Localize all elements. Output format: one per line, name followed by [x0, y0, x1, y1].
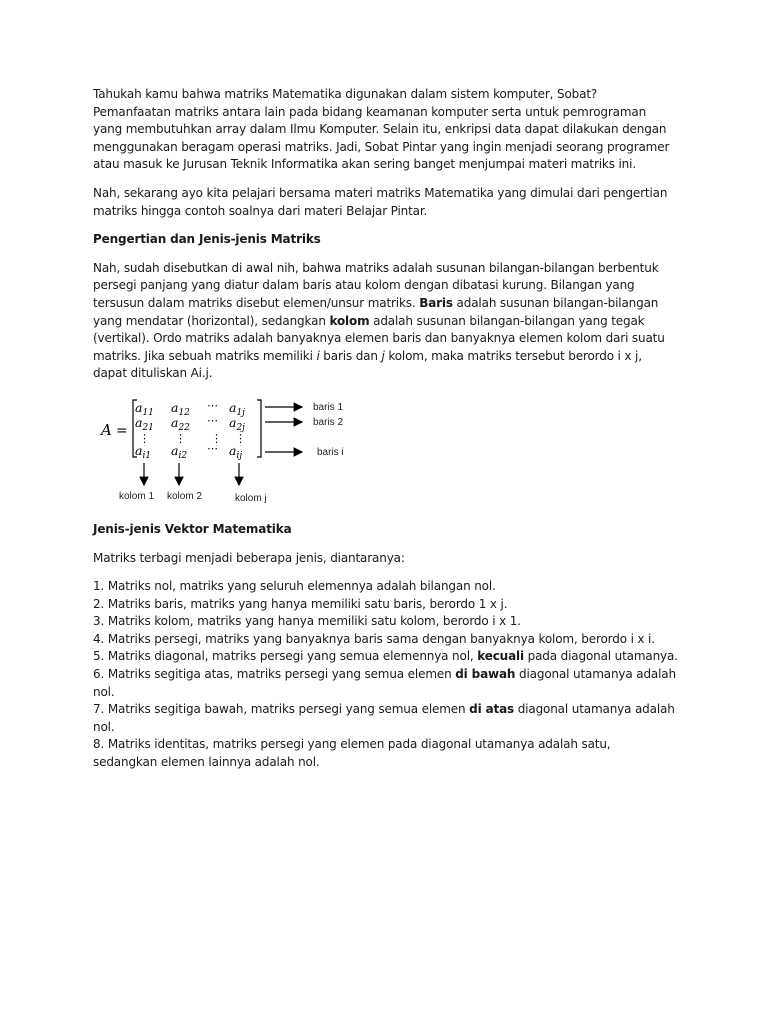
types-intro: Matriks terbagi menjadi beberapa jenis, diantaranya:: [93, 550, 405, 565]
cell-vdots-1: ⋮: [139, 431, 150, 445]
def-italic-i: i: [316, 348, 320, 363]
def-text-5: kolom, maka matriks tersebut berordo i x j, dapat dituliskan Ai.j.: [93, 348, 642, 381]
cell-vdots-3: ⋮: [211, 431, 222, 445]
equals-sign: =: [116, 422, 128, 439]
cell-ai2: $a_{i2}$: [171, 442, 188, 461]
matrix-name: A: [101, 420, 112, 439]
list-bold: di atas: [469, 702, 515, 717]
def-text-4: baris dan: [319, 348, 382, 363]
def-bold-baris: Baris: [419, 295, 453, 310]
list-bold: kecuali: [477, 649, 524, 664]
list-item: 3. Matriks kolom, matriks yang hanya memiliki satu kolom, berordo i x 1.: [93, 614, 521, 629]
list-item: 4. Matriks persegi, matriks yang banyaknya baris sama dengan banyaknya kolom, berordo i x i.: [93, 631, 655, 646]
def-text-1: Nah, sudah disebutkan di awal nih, bahwa matriks adalah susunan bilangan-bilangan berbentuk persegi panjang yang diatur dalam baris atau kolom dengan dibatasi kurung. Bilangan yang tersusun dalam matriks disebut elemen/unsur matriks.: [93, 260, 659, 310]
col-label-2: kolom 2: [167, 490, 203, 502]
col-label-1: kolom 1: [119, 490, 155, 502]
list-item: 1. Matriks nol, matriks yang seluruh elemennya adalah bilangan nol.: [93, 579, 496, 594]
list-text: pada diagonal utamanya.: [523, 649, 678, 664]
cell-ai1: $a_{i1}$: [135, 442, 152, 461]
heading-jenis-vektor: Jenis-jenis Vektor Matematika: [93, 521, 292, 536]
cell-a1j: $a_{1j}$: [229, 399, 245, 418]
cell-a12: $a_{12}$: [171, 399, 190, 418]
right-bracket: [257, 400, 261, 457]
intro-paragraph: Tahukah kamu bahwa matriks Matematika digunakan dalam sistem komputer, Sobat? Pemanfaatan matriks antara lain pada bidang keamanan komputer serta untuk pemrograman yang membutuhkan array dalam Ilmu Komputer. Selain itu, enkripsi data dapat dilakukan dengan menggunakan beragam operasi matriks. Jadi, Sobat Pintar yang ingin menjadi seorang programer atau masuk ke Jurusan Teknik Informatika akan sering banget menjumpai materi matriks ini.: [93, 87, 670, 172]
def-text-3: adalah susunan bilangan-bilangan yang tegak (vertikal). Ordo matriks adalah banyaknya elemen baris dan banyaknya elemen kolom dari suatu matriks. Jika sebuah matriks memiliki: [93, 313, 665, 363]
cell-dots-r1: ⋯: [207, 398, 218, 412]
cell-a11: $a_{11}$: [135, 399, 154, 418]
def-text-2: adalah susunan bilangan-bilangan yang mendatar (horizontal), sedangkan: [93, 295, 659, 328]
row-label-1: baris 1: [313, 401, 344, 413]
matrix-diagram: [99, 395, 379, 507]
definition-paragraph: [93, 260, 678, 383]
matrix-figure: [99, 395, 379, 507]
cell-vdots-4: ⋮: [235, 431, 246, 445]
list-item: [93, 666, 678, 701]
list-item: 8. Matriks identitas, matriks persegi yang elemen pada diagonal utamanya adalah satu, sedangkan elemen lainnya adalah nol.: [93, 737, 611, 770]
list-bold: di bawah: [455, 667, 516, 682]
cell-vdots-2: ⋮: [175, 431, 186, 445]
matrix-types-list: [93, 578, 678, 772]
list-item: 2. Matriks baris, matriks yang hanya memiliki satu baris, berordo 1 x j.: [93, 596, 508, 611]
row-label-2: baris 2: [313, 416, 344, 428]
list-text: diagonal utamanya adalah nol.: [93, 702, 675, 734]
cell-dots-r4: ⋯: [207, 441, 218, 455]
list-item: [93, 648, 678, 666]
cell-a22: $a_{22}$: [171, 414, 190, 433]
second-paragraph: Nah, sekarang ayo kita pelajari bersama materi matriks Matematika yang dimulai dari pengertian matriks hingga contoh soalnya dari materi Belajar Pintar.: [93, 185, 668, 218]
row-label-i: baris i: [317, 446, 344, 458]
cell-dots-r2: ⋯: [207, 413, 218, 427]
def-bold-kolom: kolom: [329, 313, 370, 328]
col-label-j: kolom j: [235, 492, 267, 504]
list-text: 6. Matriks segitiga atas, matriks persegi yang semua elemen: [93, 667, 456, 682]
cell-a2j: $a_{2j}$: [229, 414, 245, 433]
list-text: 7. Matriks segitiga bawah, matriks persegi yang semua elemen: [93, 702, 470, 717]
def-italic-j: j: [381, 348, 385, 363]
cell-aij: $a_{ij}$: [229, 442, 243, 461]
list-text: 5. Matriks diagonal, matriks persegi yang semua elemennya nol,: [93, 649, 478, 664]
list-item: [93, 701, 678, 736]
cell-a21: $a_{21}$: [135, 414, 154, 433]
list-text: diagonal utamanya adalah nol.: [93, 667, 676, 699]
heading-pengertian: Pengertian dan Jenis-jenis Matriks: [93, 232, 321, 247]
